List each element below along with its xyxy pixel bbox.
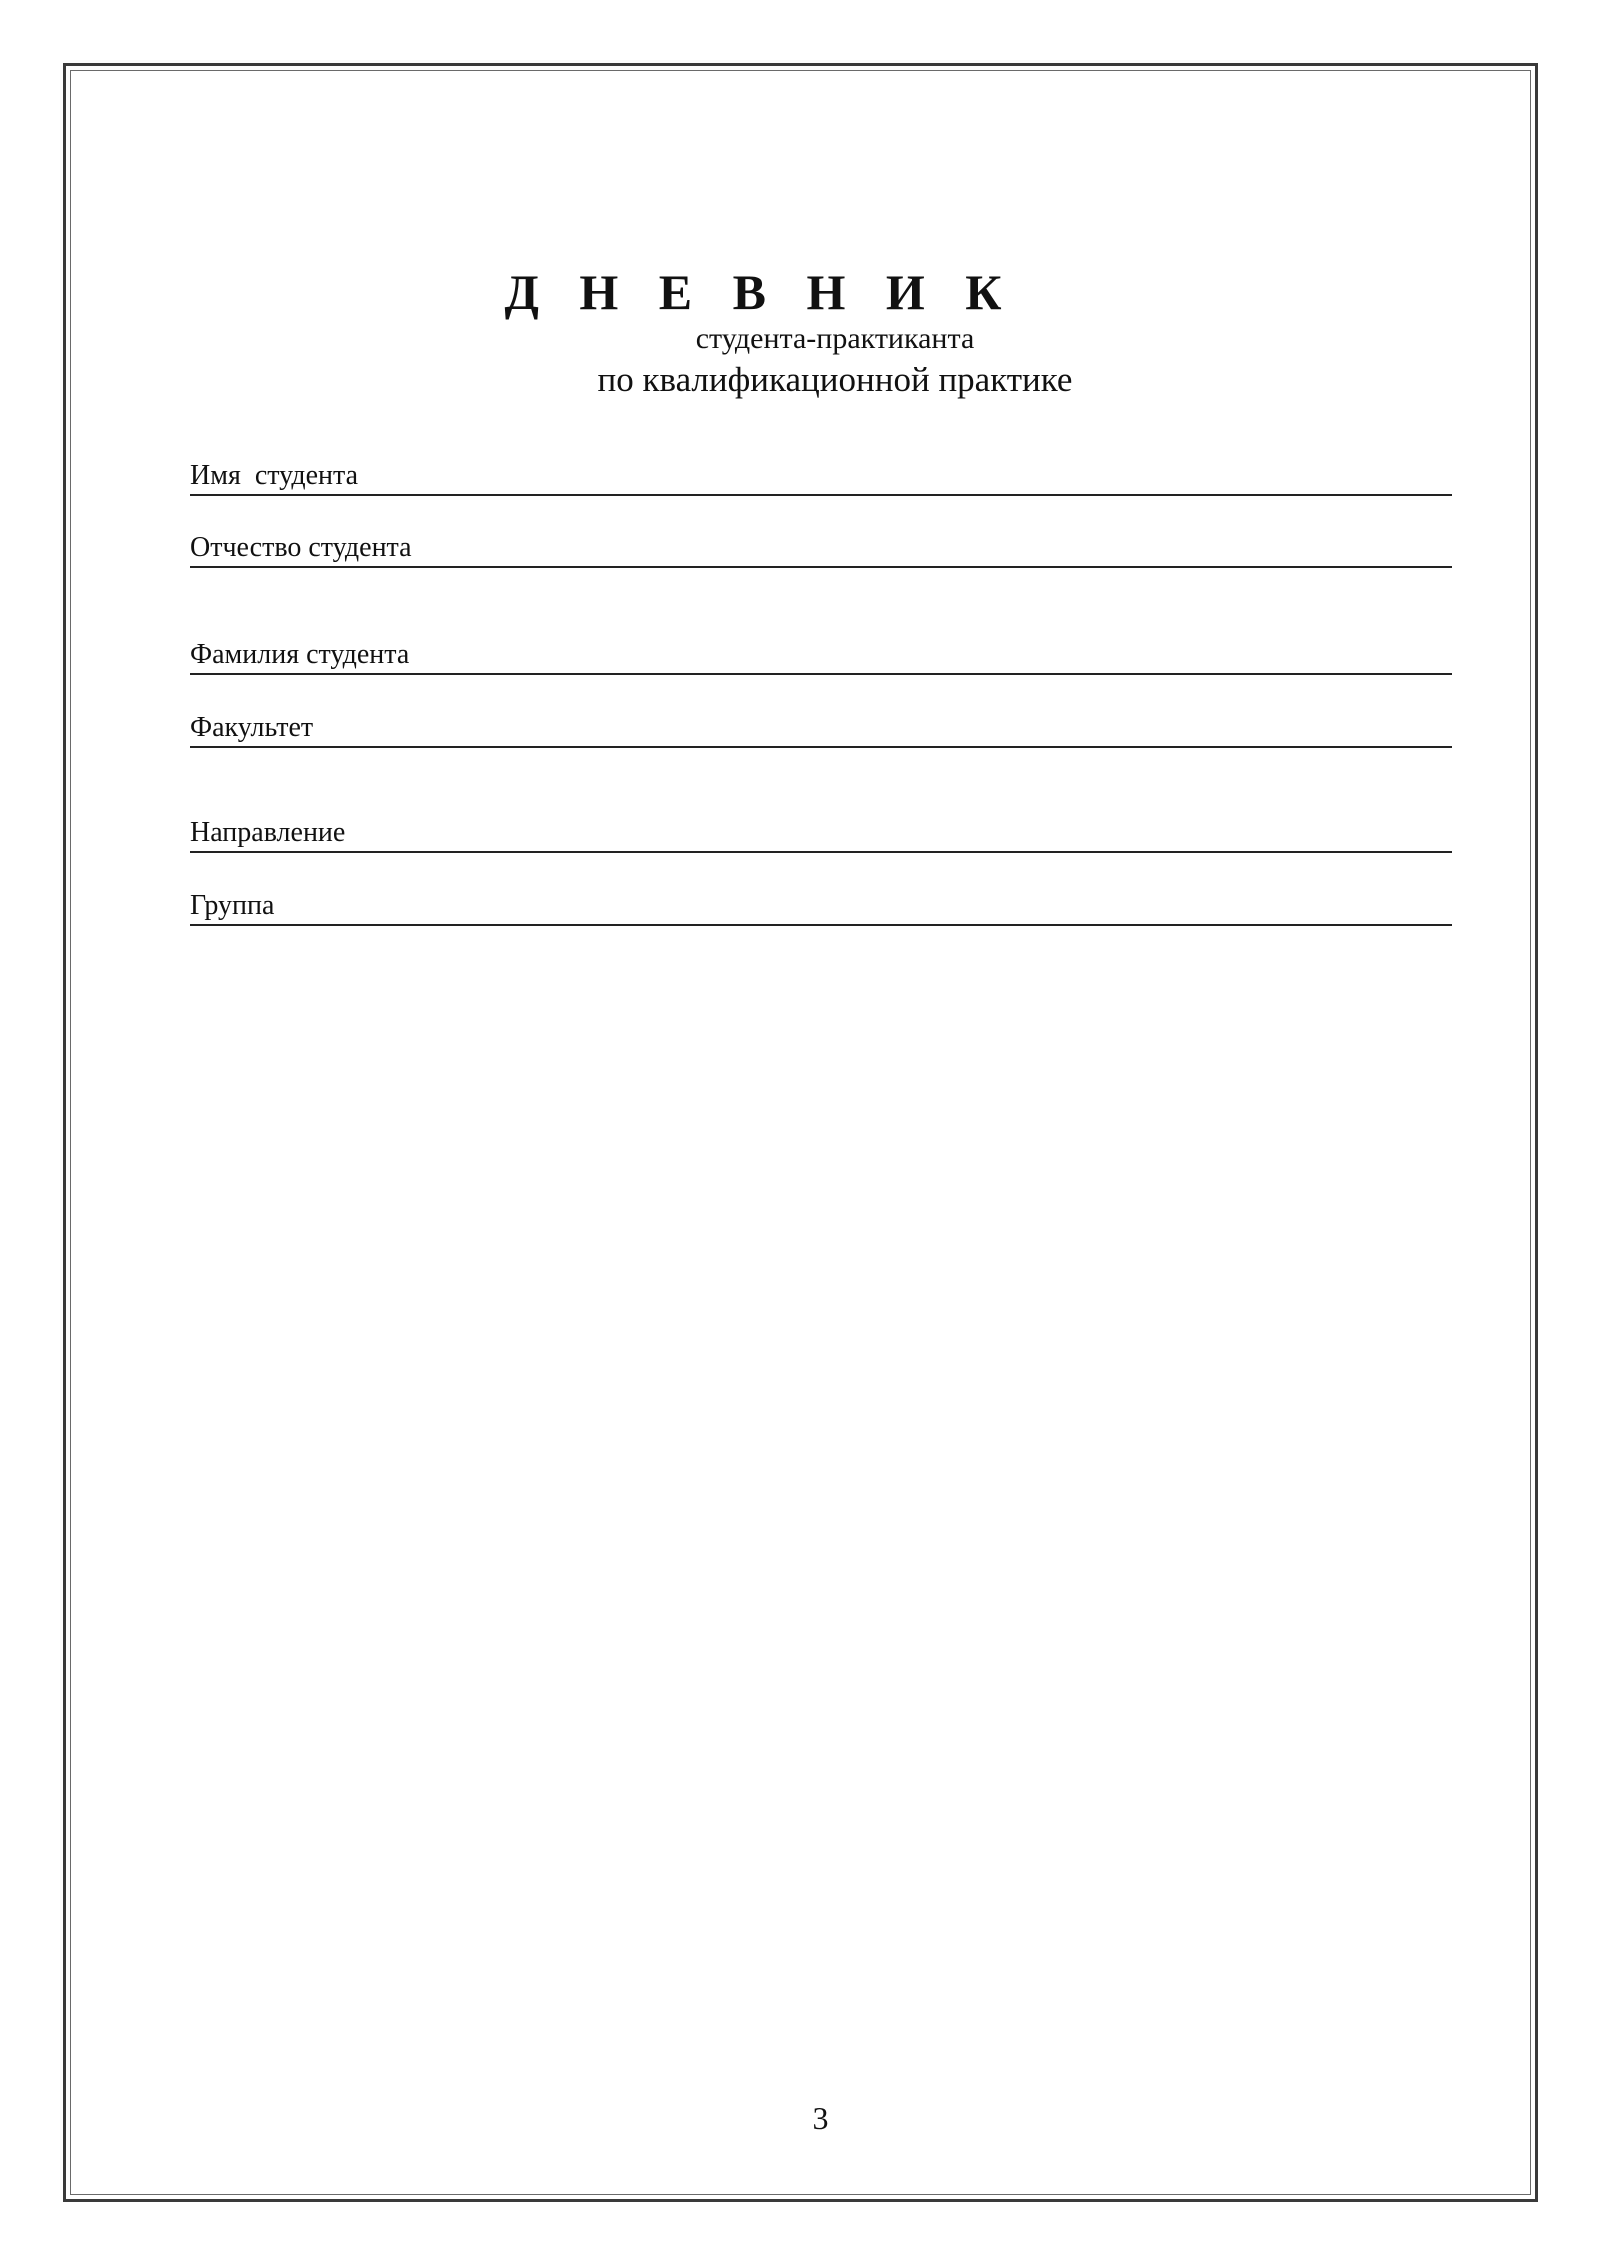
- field-first-name[interactable]: [190, 454, 1452, 496]
- field-last-name[interactable]: [190, 633, 1452, 675]
- page-number: 3: [812, 2100, 829, 2136]
- document-title: Д Н Е В Н И К: [504, 264, 1016, 320]
- field-label-last-name: Фамилия студента: [190, 639, 410, 670]
- field-label-group: Группа: [190, 890, 275, 921]
- field-label-faculty: Факультет: [190, 712, 314, 743]
- field-label-patronymic: Отчество студента: [190, 532, 412, 563]
- field-direction[interactable]: [190, 811, 1452, 853]
- document-subtitle-1: студента-практиканта: [695, 322, 975, 355]
- field-label-direction: Направление: [190, 817, 346, 848]
- field-faculty[interactable]: [190, 706, 1452, 748]
- field-patronymic[interactable]: [190, 526, 1452, 568]
- field-label-first-name: Имя студента: [190, 460, 359, 491]
- header-block: [0, 262, 1600, 404]
- document-subtitle-2: по квалификационной практике: [597, 360, 1073, 399]
- field-group[interactable]: [190, 884, 1452, 926]
